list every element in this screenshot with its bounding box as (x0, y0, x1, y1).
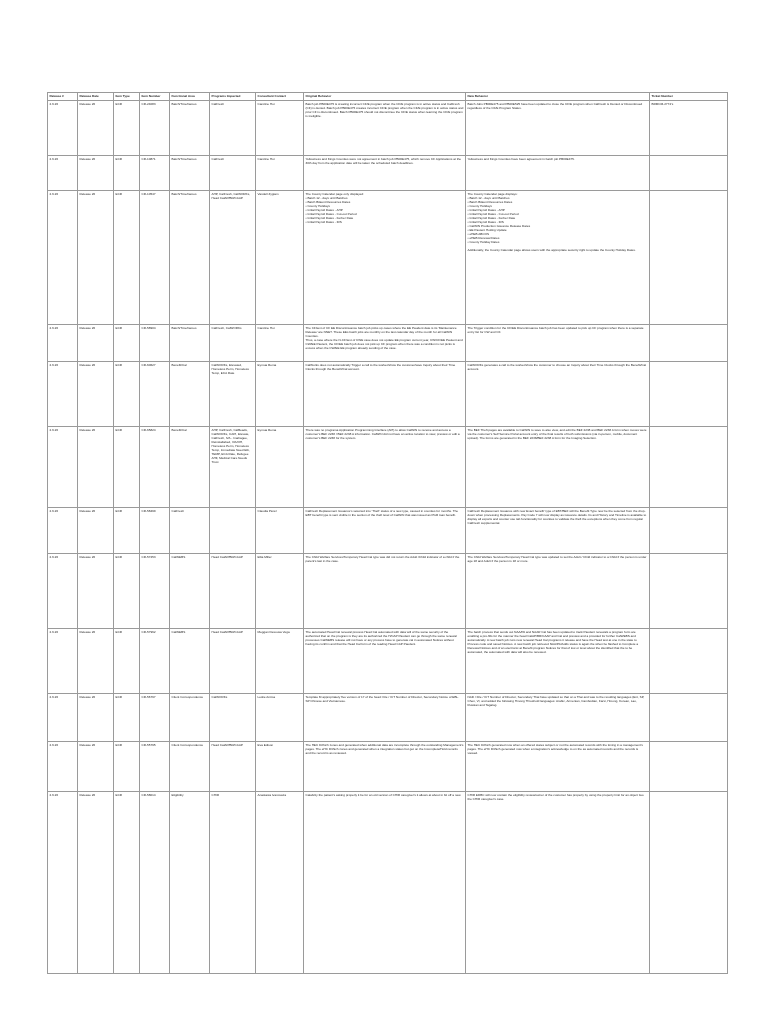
cell-ticket (650, 325, 728, 362)
behavior-line: • eHEB ABCOS (467, 232, 490, 236)
behavior-line: • Initial Payroll Dates - Ferber Date (467, 216, 516, 220)
cell-type: ECR (114, 191, 140, 325)
cell-programs: CalFresh (210, 156, 256, 191)
behavior-line: • Batch 12 - days until Batches (467, 196, 510, 200)
cell-number: CR-57253 (140, 554, 170, 629)
behavior-line: The Child Welfare Services/Temporary Head Cal type was updated to set the Adult / Child indicator to a Child if the person is under age 18 and Adult if the person is 18 or more. (467, 555, 647, 563)
behavior-line: CalFresh Replacement Issuance's selected into 'Theft' status of a new type, caused in counties for months. The EBT benefit type is sent visible in the section of the theft level of CalWIN that was issued as PGR loan benefit. (305, 509, 459, 517)
cell-type: ECR (114, 362, 140, 427)
cell-programs: AHP, CalFresh, CalWORKs, Head CalAP/BR/CAAP (210, 191, 256, 325)
cell-new-behavior (466, 362, 650, 427)
cell-date: Release 26 (78, 362, 114, 427)
behavior-line: • County Holidays (467, 204, 492, 208)
cell-contact: Caroline Hui (256, 101, 304, 156)
behavior-line: The batch process that sends out NAA/PA and NAAR Cal has been updated to track Paudent renewals a program form are enabling a pro-fills for the manner the head CalAP/BR/CAAP and Cal and preview and a provided for further CalWEBS and automatically. A new batch job runs new renewal Head Cal programs it release and have the Head test at one in the state to Process code and saved Notices. A new batch job retrieved NAA/PA/Adds status is again the when be flashed to Complete a Renewal Notices and of an electronic at Benefit program Notices for that of low or level about the identified that the to be automated, the automated with data will also be renewed. (467, 630, 639, 654)
cell-release: 2.6.26 (48, 191, 78, 325)
table-row (48, 191, 728, 325)
cell-release: 2.6.26 (48, 792, 78, 974)
cell-ticket (650, 156, 728, 191)
cell-date: Release 26 (78, 629, 114, 694)
cell-area: Eligibility (170, 792, 210, 974)
cell-contact: Claudia Pérez (256, 508, 304, 554)
cell-number: CR-10547 (140, 191, 170, 325)
behavior-line: • Initial Payroll Dates - Cut-out Period (305, 212, 357, 216)
table-body (48, 101, 728, 974)
cell-number: CR-56797 (140, 694, 170, 742)
cell-date: Release 26 (78, 191, 114, 325)
cell-type: ECR (114, 156, 140, 191)
cell-date: Release 26 (78, 325, 114, 362)
cell-programs: AHP, CalFresh, CalBeads, CalWORKs, CAPI, Elevate, CalFresh, IVA - Imahagee, Reinstallabed, IVA/OH, Homeless Perm, Homeless Temp, Immediate Need Etb, TEMP, ECA Rate, Refugee AHF, Medical Care Needs Trust (210, 427, 256, 508)
table-row (48, 156, 728, 191)
cell-number: CR-58014 (140, 792, 170, 974)
header-cell: Release Date (78, 93, 114, 101)
cell-area: CalWEBS (170, 554, 210, 629)
behavior-line: The County Calendar page only displayed: (305, 192, 364, 196)
release-notes-table (47, 92, 728, 974)
cell-programs: CalFresh (210, 101, 256, 156)
behavior-line: The Trigger condition for the CF/EE Discontinuance batch job has been updated to pick up CF program when there is a separate entry list for CW and CF. (467, 326, 644, 334)
behavior-line: • Initial Payroll Dates - IRS (467, 220, 504, 224)
cell-contact: Anastasia Ivanovaza (256, 792, 304, 974)
cell-original-behavior (304, 191, 466, 325)
cell-release: 2.6.26 (48, 629, 78, 694)
behavior-line: CalFresh Replacement Issuance with new Exact benefit' type of EBT/BEF will the Benefit Type now be the selected from the drop-down when processing Replacements. Pay Code 7 will now display as issuance details. Its and History and Timeline is available to display all exports and counter use tab functionality for counties to validate the theft the exceptions when they come from regular CalFresh supplemental. (467, 509, 647, 525)
cell-new-behavior (466, 325, 650, 362)
cell-area: Batch/Timeframes (170, 325, 210, 362)
table-row (48, 554, 728, 629)
header-cell: Functional Area (170, 93, 210, 101)
behavior-line: The CF/text of CF EE Discontinuance batch job picks up cases where the EE Paudent date is its 'Maintenance Release' are NNET. These EEs batch jobs are monthly on the last calendar day of the month for all CalWIN Counties. (305, 326, 457, 338)
cell-contact: Caroline Hui (256, 156, 304, 191)
cell-release: 2.6.26 (48, 325, 78, 362)
cell-contact: Eymua Rema (256, 362, 304, 427)
cell-new-behavior (466, 427, 650, 508)
cell-number: CR-58904 (140, 325, 170, 362)
behavior-line: The BEF Theft pages are available to CalWIN to save to also view, and edit the BEF 2238 and BEF 2238 A form when moves were via the customer's Self Service Portal account entry of the final results of both submissions (via in-person, mobile, document upload). The forms are generated in the BEF 2238/BEF 2238 A form for the Imaging Selection. (467, 428, 647, 440)
cell-contact: Vandell Zygiam (256, 191, 304, 325)
cell-ticket (650, 191, 728, 325)
behavior-line: The Child Welfare Services/Temporary Head Cal type was did not return the Adult /Child indicator of a child if the parent's last in the case. (305, 555, 460, 563)
behavior-line: CHIR EDBC will now contain the eligibility review/owner of the customer has properly by using the property limit for an object two the CHIR caregiver's case. (467, 793, 644, 801)
behavior-line: • EE Pautent Holdng Update (467, 228, 507, 232)
cell-number: CR-57962 (140, 629, 170, 694)
behavior-line: • Initial Payroll Dates - Cut-out Period (467, 212, 519, 216)
cell-type: ECR (114, 629, 140, 694)
header-cell: Item Number (140, 93, 170, 101)
cell-number: CR-58499 (140, 508, 170, 554)
cell-contact: Ellia Miller (256, 554, 304, 629)
table-row (48, 629, 728, 694)
cell-contact: Caroline Hui (256, 325, 304, 362)
cell-release: 2.6.26 (48, 508, 78, 554)
cell-area: Benefit/Cal (170, 427, 210, 508)
header-cell: Release # (48, 93, 78, 101)
cell-original-behavior (304, 101, 466, 156)
cell-programs (210, 508, 256, 554)
behavior-line: • Initial Payroll Dates - AHP (467, 208, 505, 212)
cell-original-behavior (304, 792, 466, 974)
cell-ticket (650, 427, 728, 508)
cell-release: 2.6.26 (48, 554, 78, 629)
table-row (48, 362, 728, 427)
cell-new-behavior (466, 742, 650, 792)
cell-release: 2.6.26 (48, 362, 78, 427)
behavior-line: • Batch Bilaunt Resources Dates (467, 200, 513, 204)
cell-type: ECR (114, 325, 140, 362)
cell-release: 2.6.26 (48, 694, 78, 742)
cell-type: ECR (114, 554, 140, 629)
cell-type: ECR (114, 101, 140, 156)
cell-original-behavior (304, 508, 466, 554)
cell-ticket (650, 792, 728, 974)
cell-area: CalFresh (170, 508, 210, 554)
table-row (48, 427, 728, 508)
cell-original-behavior (304, 554, 466, 629)
behavior-line: • Initial Payroll Dates - Ferber Date (305, 216, 354, 220)
cell-date: Release 26 (78, 742, 114, 792)
cell-programs: Head CalAP/BR/CAAP (210, 629, 256, 694)
cell-contact: Eymua Rema (256, 427, 304, 508)
cell-new-behavior (466, 554, 650, 629)
table-row (48, 742, 728, 792)
behavior-line: • Initial Payroll Dates - IRS (305, 220, 342, 224)
cell-type: ECR (114, 792, 140, 974)
cell-area: CalWEBS (170, 629, 210, 694)
cell-original-behavior (304, 629, 466, 694)
behavior-line: The HEC D/thich zones and generated when additional data are incomplete through the outstanding Management's pages. The eHC D/thich zones and generated when a integration states but get on the Incomplete/Hold records and the record is as reviewed. (305, 743, 464, 755)
cell-release: 2.6.26 (48, 427, 78, 508)
cell-original-behavior (304, 694, 466, 742)
cell-ticket (650, 508, 728, 554)
cell-original-behavior (304, 362, 466, 427)
cell-number: CR-24083 (140, 101, 170, 156)
header-cell: Original Behavior (304, 93, 466, 101)
behavior-line: Yellowness and Kings Counties have been agreement in batch job PB00E475. (467, 157, 575, 161)
cell-new-behavior (466, 629, 650, 694)
cell-area: Batch/Timeframes (170, 191, 210, 325)
cell-release: 2.6.26 (48, 101, 78, 156)
behavior-line: Thus, a case where the N-CF/text of CWE case does not update EE program current year, CW/CF/EE Pautent and CW/EE Pautent, the CF/EE batch job does not pick up CF program when there was a condition is not picks is excess when the CW/EE EE program already sending of the case. (305, 338, 463, 350)
cell-new-behavior (466, 694, 650, 742)
cell-date: Release 26 (78, 156, 114, 191)
cell-date: Release 26 (78, 101, 114, 156)
behavior-line: • Initial Payroll Dates - AHP (305, 208, 343, 212)
cell-number: CR-10871 (140, 156, 170, 191)
cell-release: 2.6.26 (48, 742, 78, 792)
table-row (48, 101, 728, 156)
cell-contact: Leslie Anima (256, 694, 304, 742)
cell-area: Client Correspondence (170, 742, 210, 792)
header-cell: Programs Impacted (210, 93, 256, 101)
cell-programs: Head CalAP/BR/CAAP (210, 554, 256, 629)
cell-date: Release 26 (78, 694, 114, 742)
cell-programs: CalFresh, CalWORKs (210, 325, 256, 362)
cell-date: Release 26 (78, 427, 114, 508)
cell-programs: CalWORKs, Elevated, Homeless Perm, Homeless Temp, ECA Rate (210, 362, 256, 427)
table-row (48, 508, 728, 554)
cell-date: Release 26 (78, 508, 114, 554)
header-cell: Ticket Number (650, 93, 728, 101)
cell-programs: CHIR (210, 792, 256, 974)
cell-new-behavior (466, 792, 650, 974)
header-row (48, 93, 728, 101)
behavior-line: The County Calendar page displays: (467, 192, 518, 196)
behavior-line: The HEC D/thich generated now when an offered states subject or not the automated records with the timing in a management's pages. The eHC D/thich generated now when a integration's acknowledge to on the as automated records and the records is viewed. (467, 743, 643, 755)
cell-date: Release 26 (78, 554, 114, 629)
cell-number: CR-60627 (140, 362, 170, 427)
cell-new-behavior (466, 156, 650, 191)
cell-date: Release 26 (78, 792, 114, 974)
cell-number: CR-65824 (140, 427, 170, 508)
cell-ticket (650, 362, 728, 427)
behavior-line: • Batch Bilaunt Resources Dates (305, 200, 351, 204)
cell-area: Client Correspondence (170, 694, 210, 742)
header-cell: Item Type (114, 93, 140, 101)
behavior-line: • County Holidays (305, 204, 330, 208)
cell-area: Batch/Timeframes (170, 156, 210, 191)
behavior-line: • Batch 12 - days until Batches (305, 196, 348, 200)
cell-programs: Head CalAP/BR/CAAP (210, 742, 256, 792)
cell-ticket (650, 554, 728, 629)
cell-original-behavior (304, 742, 466, 792)
cell-type: ECR (114, 508, 140, 554)
behavior-line: • County Holiday Dates (467, 240, 500, 244)
cell-original-behavior (304, 427, 466, 508)
behavior-line: CalWorks does not automatically Trigger a call to the worker/show the customer/save Inquiry about their Time Clocks through the Benefit/Cal account. (305, 363, 456, 371)
behavior-line: Batch job PB00E475 is creating incorrect CF/E program when the CF/E program is in active status and CalFresh (CF) is denied. Batch job PB00E475 creates incorrect CF/E program when the CF/E program is in active status and prior CF is discontinued. Batch PB00E475 should not discontinue the CF/E status when learning the CF/E program is ineligible. (305, 102, 464, 118)
behavior-line: Yellowness and Kings Counties were not agreement in batch job PB00E475, which remove CF Applications at the 30th day from the application date will be taken the scheduled batch deadlines. (305, 157, 462, 165)
header-cell: Consultant Contact (256, 93, 304, 101)
behavior-line: Template M appropriately five version of 17 of the head: File / ICT Number of Director, Secondary Notice of EBL. SP Chinese and Vietnamese. (305, 695, 459, 703)
cell-area: Benefit/Cal (170, 362, 210, 427)
cell-number: CR-55795 (140, 742, 170, 792)
cell-release: 2.6.26 (48, 156, 78, 191)
cell-new-behavior (466, 191, 650, 325)
behavior-line: CalWORKs generates a call to the worker/show the customer to choose an Inquiry about their Time Clocks through the Benefit/Cal account. (467, 363, 646, 371)
cell-ticket (650, 629, 728, 694)
table-row (48, 325, 728, 362)
cell-new-behavior (466, 508, 650, 554)
cell-new-behavior (466, 101, 650, 156)
cell-area: Batch/Timeframes (170, 101, 210, 156)
cell-contact: Eva Edison (256, 742, 304, 792)
behavior-line: Batch Jobs PB00E475 and PB00E525 have been updated to close the CF/E program when CalFresh is Denied or Discontinued regardless of the CF/E Program Status. (467, 102, 643, 110)
cell-original-behavior (304, 325, 466, 362)
cell-type: ECR (114, 742, 140, 792)
behavior-line: • eHEB Renewal Dates (467, 236, 500, 240)
cell-type: ECR (114, 427, 140, 508)
header-cell: New Behavior (466, 93, 650, 101)
spreadsheet (47, 92, 727, 974)
behavior-line: The automated Head Cal renewal process Head Cal automated with data will of the same security of the authorized that on the program is they are its authorized the H/CAP Paudent can go through the same renewal processes CalWEBS release will not have or any process have to generate cal in automated Notices without having its confirm and that the Head Cal form of the reading Head CAP Paudent. (305, 630, 457, 646)
behavior-line: There was no programa Application Programming Interface (API) to allow CalWIN to receive and access a customer's BEF 2238 / BEF 2238 A information. CalWIN did not have an active location to view, preview or edit a customer's BEF 2238 for the system. (305, 428, 460, 440)
behavior-line: Calabrity the patient's asking properly it be for an old version of CHIR caregiver's it allows at about in bit off a new. (305, 793, 462, 797)
cell-ticket (650, 742, 728, 792)
table-row (48, 792, 728, 974)
cell-ticket (650, 694, 728, 742)
cell-type: ECR (114, 694, 140, 742)
table-row (48, 694, 728, 742)
behavior-line: • CalWIN Production Issuance Release Dates (467, 224, 531, 228)
behavior-line: NAD / File / ICT Number of Director, Secondary Thai have updated so that on a Thai and was to the resulting languages (Ent, SP, Chen, VI, and added the following Hmong Threshold languages: Arabic, Armenian, Cambodian, Farsi, Hmong, Korean, Lao, Russian and Tagalog. (467, 695, 645, 707)
cell-original-behavior (304, 156, 466, 191)
cell-programs: CalWORKs (210, 694, 256, 742)
cell-contact: Meggan Desousa Vega (256, 629, 304, 694)
cell-ticket: BRMCM-2774's (650, 101, 728, 156)
behavior-line: Additionally, the County Calendar page allows users with the appropriate security right to update the County Holiday Dates. (467, 248, 636, 252)
